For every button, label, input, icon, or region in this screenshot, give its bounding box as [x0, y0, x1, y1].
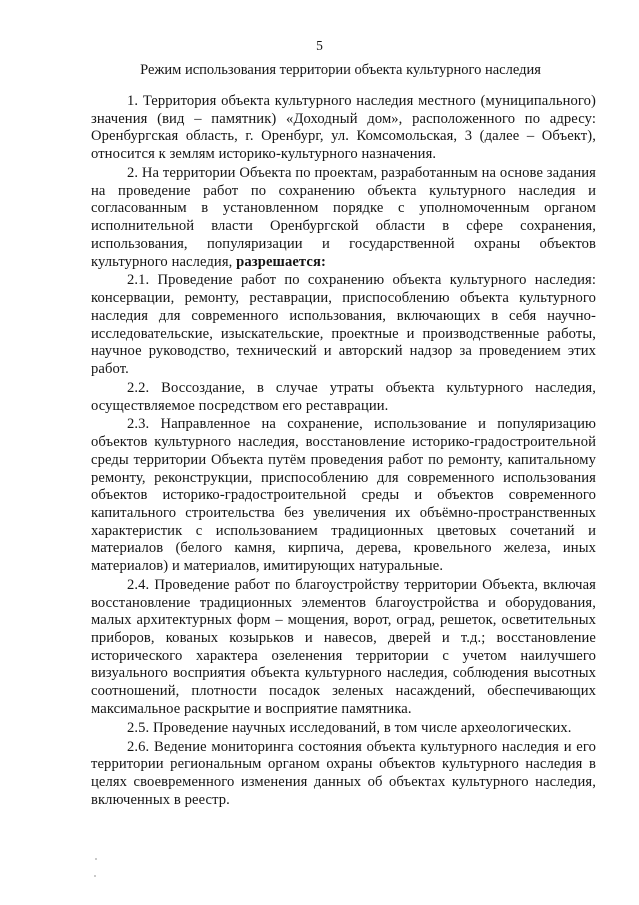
page-number: 5 — [316, 38, 323, 53]
paragraph-2-2 — [91, 380, 596, 415]
paragraph-2 — [91, 165, 596, 271]
paragraph-2-3-text: 2.3. Направленное на сохранение, использование и популяризацию объектов культурного наследия, восстановление историко-градостроительной среды территории Объекта путём проведения работ по ремонту, капитальному ремонту, реконструкции, приспособлению для современного использования объектов историко-градостроительной среды и объектов современного капитального строительства без увеличения их объёмно-пространственных характеристик с использованием традиционных цветовых сочетаний и материалов (белого камня, кирпича, дерева, кровельного железа, иных материалов) и материалов, имитирующих натуральные. — [91, 416, 596, 575]
paragraph-2-5 — [91, 720, 596, 738]
paragraph-1 — [91, 93, 596, 164]
paragraph-2-3 — [91, 416, 596, 575]
document-body — [91, 93, 596, 809]
paragraph-2-6-text: 2.6. Ведение мониторинга состояния объекта культурного наследия и его территории региональным органом охраны объектов культурного наследия в целях своевременного изменения данных об объектах культурного наследия, включенных в реестр. — [91, 738, 596, 808]
document-title: Режим использования территории объекта культурного наследия — [140, 62, 541, 78]
scan-speck — [95, 858, 97, 860]
paragraph-2-1 — [91, 272, 596, 378]
scan-speck — [94, 875, 96, 877]
paragraph-1-text: 1. Территория объекта культурного наследия местного (муниципального) значения (вид – памятник) «Доходный дом», расположенного по адресу: Оренбургская область, г. Оренбург, ул. Комсомольская, 3 (далее – Объект), относится к землям историко-культурного назначения. — [91, 93, 596, 163]
paragraph-2-6 — [91, 739, 596, 810]
paragraph-2-text: 2. На территории Объекта по проектам, разработанным на основе задания на проведение работ по сохранению объекта культурного наследия и согласованным в установленном порядке с уполномоченным органом исполнительной власти Оренбургской области в сфере сохранения, использования, популяризации и государственной охраны объектов культурного наследия, — [91, 165, 596, 270]
paragraph-2-5-text: 2.5. Проведение научных исследований, в том числе археологических. — [127, 719, 572, 736]
paragraph-2-4 — [91, 577, 596, 719]
paragraph-2-1-text: 2.1. Проведение работ по сохранению объекта культурного наследия: консервации, ремонту, реставрации, приспособлению объекта культурного наследия для современного использования, включающих в себя научно-исследовательские, изыскательские, проектные и производственные работы, научное руководство, технический и авторский надзор за проведением этих работ. — [91, 272, 596, 377]
paragraph-2-4-text: 2.4. Проведение работ по благоустройству территории Объекта, включая восстановление традиционных элементов благоустройства и оборудования, малых архитектурных форм – мощения, ворот, оград, решеток, осветительных приборов, кованых козырьков и навесов, дверей и т.д.; восстановление исторического характера озеленения территории с учетом наилучшего визуального восприятия объекта культурного наследия, соблюдения высотных соотношений, плотности посадок зеленых насаждений, обеспечивающих максимальное раскрытие и восприятие памятника. — [91, 576, 596, 717]
paragraph-2-2-text: 2.2. Воссоздание, в случае утраты объекта культурного наследия, осуществляемое посредством его реставрации. — [91, 379, 596, 414]
paragraph-2-emphasis: разрешается: — [236, 253, 326, 270]
